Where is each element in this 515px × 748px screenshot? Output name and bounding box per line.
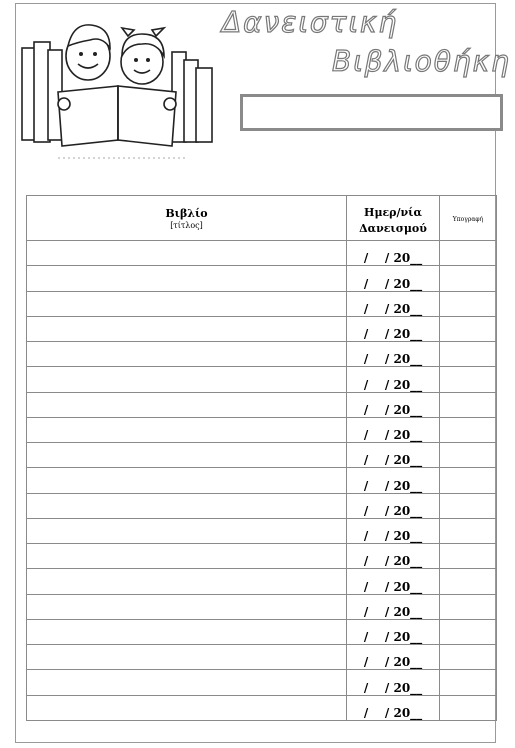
loan-date-cell[interactable]: / / 20__ — [347, 241, 440, 266]
loan-date-cell[interactable]: / / 20__ — [347, 645, 440, 670]
signature-cell[interactable] — [440, 468, 497, 493]
loan-date-cell[interactable]: / / 20__ — [347, 518, 440, 543]
column-header-date-line1: Ημερ/νία — [364, 206, 422, 219]
signature-cell[interactable] — [440, 670, 497, 695]
table-row — [27, 417, 497, 442]
loan-date-cell[interactable]: / / 20__ — [347, 695, 440, 720]
signature-cell[interactable] — [440, 569, 497, 594]
book-title-cell[interactable] — [27, 241, 347, 266]
book-title-cell[interactable] — [27, 367, 347, 392]
loan-date-cell[interactable]: / / 20__ — [347, 619, 440, 644]
signature-cell[interactable] — [440, 316, 497, 341]
table-row — [27, 518, 497, 543]
signature-cell[interactable] — [440, 342, 497, 367]
loan-date-cell[interactable]: / / 20__ — [347, 392, 440, 417]
book-title-cell[interactable] — [27, 569, 347, 594]
table-row — [27, 291, 497, 316]
signature-cell[interactable] — [440, 594, 497, 619]
book-title-cell[interactable] — [27, 619, 347, 644]
signature-cell[interactable] — [440, 367, 497, 392]
loan-date-cell[interactable]: / / 20__ — [347, 569, 440, 594]
table-row — [27, 619, 497, 644]
book-title-cell[interactable] — [27, 493, 347, 518]
signature-cell[interactable] — [440, 695, 497, 720]
table-row — [27, 316, 497, 341]
children-reading-book-icon — [18, 6, 228, 166]
signature-cell[interactable] — [440, 417, 497, 442]
column-header-date-line2: Δανεισμού — [359, 222, 427, 235]
signature-cell[interactable] — [440, 392, 497, 417]
name-box[interactable] — [240, 94, 503, 131]
loan-date-cell[interactable]: / / 20__ — [347, 266, 440, 291]
book-title-cell[interactable] — [27, 518, 347, 543]
column-header-signature — [440, 196, 497, 241]
signature-cell[interactable] — [440, 544, 497, 569]
book-title-cell[interactable] — [27, 417, 347, 442]
loan-date-cell[interactable]: / / 20__ — [347, 316, 440, 341]
book-title-cell[interactable] — [27, 316, 347, 341]
book-title-cell[interactable] — [27, 670, 347, 695]
table-row — [27, 266, 497, 291]
book-title-cell[interactable] — [27, 443, 347, 468]
loan-date-cell[interactable]: / / 20__ — [347, 468, 440, 493]
book-title-cell[interactable] — [27, 468, 347, 493]
book-title-cell[interactable] — [27, 291, 347, 316]
table-row — [27, 392, 497, 417]
signature-cell[interactable] — [440, 443, 497, 468]
book-title-cell[interactable] — [27, 266, 347, 291]
loan-date-cell[interactable]: / / 20__ — [347, 342, 440, 367]
loan-table — [26, 195, 497, 721]
table-row — [27, 594, 497, 619]
loan-date-cell[interactable]: / / 20__ — [347, 544, 440, 569]
signature-cell[interactable] — [440, 619, 497, 644]
loan-date-cell[interactable]: / / 20__ — [347, 291, 440, 316]
table-row — [27, 544, 497, 569]
book-title-cell[interactable] — [27, 695, 347, 720]
table-row — [27, 695, 497, 720]
loan-date-cell[interactable]: / / 20__ — [347, 417, 440, 442]
loan-date-cell[interactable]: / / 20__ — [347, 493, 440, 518]
table-row — [27, 241, 497, 266]
signature-cell[interactable] — [440, 291, 497, 316]
column-header-book — [27, 196, 347, 241]
table-header-row — [27, 196, 497, 241]
table-row — [27, 670, 497, 695]
book-title-cell[interactable] — [27, 645, 347, 670]
book-title-cell[interactable] — [27, 342, 347, 367]
column-header-signature-label: Υπογραφή — [452, 216, 484, 223]
page-title-line-1: Δανειστική — [222, 6, 399, 39]
table-row — [27, 443, 497, 468]
page-title-line-2: Βιβλιοθήκη — [332, 45, 511, 78]
signature-cell[interactable] — [440, 493, 497, 518]
loan-date-cell[interactable]: / / 20__ — [347, 670, 440, 695]
table-row — [27, 569, 497, 594]
table-row — [27, 367, 497, 392]
loan-date-cell[interactable]: / / 20__ — [347, 443, 440, 468]
column-header-book-subtitle: [τίτλος] — [170, 221, 203, 230]
loan-date-cell[interactable]: / / 20__ — [347, 594, 440, 619]
table-row — [27, 468, 497, 493]
book-title-cell[interactable] — [27, 392, 347, 417]
table-row — [27, 493, 497, 518]
signature-cell[interactable] — [440, 645, 497, 670]
signature-cell[interactable] — [440, 241, 497, 266]
book-title-cell[interactable] — [27, 544, 347, 569]
table-row — [27, 342, 497, 367]
signature-cell[interactable] — [440, 518, 497, 543]
table-row — [27, 645, 497, 670]
loan-date-cell[interactable]: / / 20__ — [347, 367, 440, 392]
column-header-date — [347, 196, 440, 241]
signature-cell[interactable] — [440, 266, 497, 291]
column-header-book-title: Βιβλίο — [165, 207, 208, 220]
book-title-cell[interactable] — [27, 594, 347, 619]
loan-rows — [27, 241, 497, 721]
